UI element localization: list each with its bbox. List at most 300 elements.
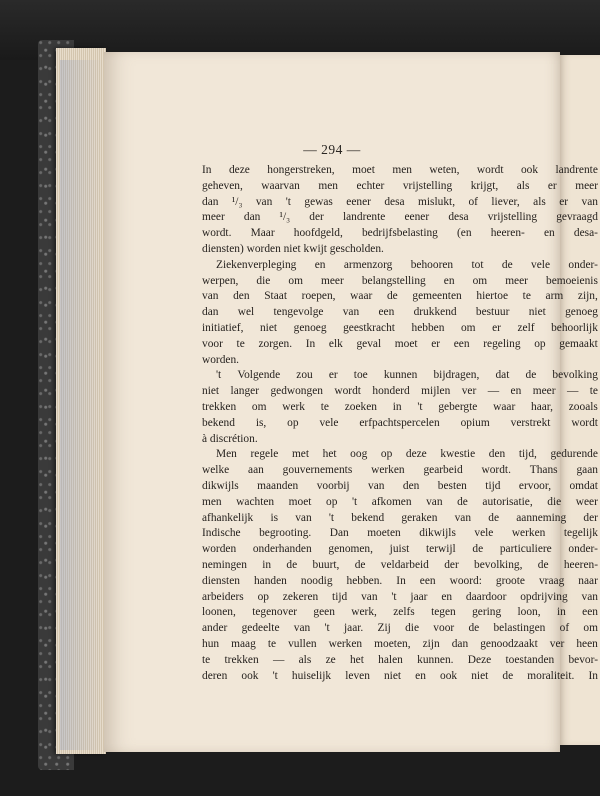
word: woord:: [449, 574, 482, 587]
word: vrijstelling: [402, 179, 453, 192]
word: jaar.: [343, 622, 364, 635]
text-line: [202, 447, 598, 463]
word: gedeelte: [241, 622, 280, 635]
text-line: [202, 416, 598, 432]
word: In: [202, 164, 212, 176]
word: haar,: [531, 400, 553, 413]
word: loonen,: [202, 606, 236, 619]
word: niet: [528, 306, 546, 319]
word: meer: [202, 211, 225, 224]
word: wachten: [236, 495, 275, 508]
text-line: [202, 368, 598, 384]
word: 't: [417, 400, 423, 413]
word: deze: [228, 164, 250, 176]
word: wordt.: [481, 464, 511, 477]
word: Deze: [467, 653, 492, 666]
word: genoeg: [565, 306, 598, 319]
text-line: [202, 210, 598, 226]
word: met: [291, 448, 310, 461]
text-line: [202, 195, 598, 211]
word: gemaakt: [559, 337, 598, 350]
word: te: [267, 637, 277, 650]
word: toestanden: [505, 653, 555, 666]
word: zekeren: [282, 590, 319, 603]
word: 't: [272, 669, 278, 682]
word: desa: [384, 195, 405, 208]
word: 't: [351, 495, 358, 508]
word: elk: [328, 337, 343, 350]
word: vullen: [288, 637, 317, 650]
word: arbeiders: [202, 590, 244, 603]
word: moeten: [367, 527, 401, 540]
word: de: [286, 558, 298, 571]
text-line: diensten) worden niet kwijt gescholden.: [202, 242, 384, 255]
word: buurt,: [312, 558, 340, 571]
text-line: [202, 479, 598, 495]
word: Thans: [529, 464, 558, 477]
word: den: [488, 448, 506, 461]
word: er: [547, 179, 557, 192]
word: te: [589, 385, 598, 398]
word: loon,: [517, 606, 541, 619]
word: moraliteit.: [527, 669, 575, 682]
word: Maar: [250, 227, 275, 240]
word: tegen: [431, 606, 456, 619]
text-line: [202, 226, 598, 242]
word: werpen,: [202, 274, 239, 287]
word: Indische: [202, 527, 241, 540]
word: —: [272, 653, 285, 666]
word: dikwijls: [419, 527, 456, 540]
word: ¹/₃: [279, 211, 291, 224]
word: bedrijfsbelasting: [361, 227, 438, 240]
word: gaan: [576, 464, 598, 477]
word: ver: [461, 385, 477, 398]
word: ervoor,: [518, 479, 552, 492]
word: kwestie: [440, 448, 476, 461]
word: kunnen: [383, 369, 418, 382]
word: 't: [216, 369, 222, 382]
word: armenzorg: [343, 258, 393, 271]
text-line: [202, 542, 598, 558]
word: tegelijk: [563, 527, 598, 540]
word: van: [454, 511, 472, 524]
word: huiselijk: [291, 669, 332, 682]
word: begrooting.: [259, 527, 312, 540]
text-line: [202, 258, 598, 274]
word: arm: [545, 290, 564, 303]
word: ook: [440, 669, 458, 682]
word: vele: [474, 527, 494, 540]
text-line: [202, 621, 598, 637]
word: niet: [202, 385, 220, 398]
word: mislukt,: [418, 195, 456, 208]
text-line: [202, 637, 598, 653]
word: jaar: [410, 590, 428, 603]
word: voor: [433, 622, 455, 635]
word: tijd: [332, 590, 348, 603]
word: ook: [241, 669, 259, 682]
word: tengevolge: [273, 306, 324, 319]
word: geestkracht: [343, 321, 395, 334]
word: gering: [472, 606, 502, 619]
word: zou: [296, 369, 313, 382]
word: regeling: [483, 337, 521, 350]
word: 't: [285, 195, 291, 208]
word: werken: [371, 464, 405, 477]
word: van: [426, 495, 443, 508]
word: op: [257, 590, 269, 603]
text-line: [202, 590, 598, 606]
word: drukkend: [413, 306, 457, 319]
word: in: [556, 606, 566, 619]
word: halen: [378, 653, 403, 666]
word: de: [525, 369, 537, 382]
word: afhankelijk: [202, 511, 254, 524]
word: opium: [460, 416, 490, 429]
word: diensten: [202, 574, 240, 587]
word: bevor-: [568, 653, 598, 666]
word: een: [419, 574, 436, 587]
word: heen: [576, 637, 598, 650]
word: leven: [345, 669, 370, 682]
word: van: [361, 590, 378, 603]
word: van: [581, 195, 598, 208]
word: trekken: [224, 653, 259, 666]
word: aanneming: [516, 511, 567, 524]
word: dan: [451, 637, 469, 650]
word: hebben.: [346, 574, 383, 587]
word: de: [501, 258, 513, 271]
word: van: [202, 290, 219, 303]
word: van: [342, 306, 360, 319]
word: of: [468, 195, 478, 208]
word: werken: [511, 527, 546, 540]
word: onder-: [568, 258, 598, 271]
word: waarvan: [261, 179, 300, 192]
word: heeren-: [490, 227, 525, 240]
word: dan: [202, 195, 219, 208]
word: afkomen: [371, 495, 412, 508]
text-line: [202, 574, 598, 590]
word: meer: [505, 274, 528, 287]
word: der: [444, 558, 459, 571]
word: behoorlijk: [551, 321, 598, 334]
word: in: [262, 558, 272, 571]
word: hebben: [411, 321, 445, 334]
text-line: [202, 289, 598, 305]
word: meer: [321, 274, 344, 287]
word: kunnen.: [417, 653, 454, 666]
word: gedurende: [550, 448, 598, 461]
word: dan: [243, 211, 261, 224]
word: te: [202, 653, 211, 666]
word: Volgende: [237, 369, 281, 382]
word: moet: [288, 495, 312, 508]
word: desa-: [573, 227, 598, 240]
word: (en: [457, 227, 472, 240]
word: werk: [282, 400, 305, 413]
word: onderhanden: [252, 543, 312, 556]
word: op: [380, 448, 393, 461]
word: ook: [520, 164, 539, 176]
word: krijgt,: [470, 179, 499, 192]
word: eener: [404, 211, 430, 224]
body-text: [202, 163, 598, 684]
word: gedwongen: [270, 385, 323, 398]
word: besten: [437, 479, 467, 492]
word: Staat: [264, 290, 287, 303]
word: langer: [230, 385, 259, 398]
word: dan: [202, 306, 219, 319]
word: vele: [319, 416, 339, 429]
word: er: [431, 337, 441, 350]
word: ander: [202, 622, 228, 635]
word: In: [396, 574, 406, 587]
word: men: [202, 495, 222, 508]
word: weer: [575, 495, 598, 508]
word: waar: [493, 400, 516, 413]
word: In: [588, 669, 598, 682]
word: hongerstreken,: [267, 164, 335, 176]
text-line: [202, 495, 598, 511]
word: mijlen: [421, 385, 451, 398]
word: wordt.: [202, 227, 232, 240]
word: deze: [405, 448, 427, 461]
word: 't: [324, 622, 330, 635]
word: om: [288, 274, 303, 287]
book-page: [104, 52, 598, 752]
word: om: [460, 321, 476, 334]
word: behooren: [410, 258, 454, 271]
text-line: [202, 305, 598, 321]
word: meer: [575, 179, 598, 192]
word: en: [314, 258, 326, 271]
text-line: à discrétion.: [202, 432, 258, 445]
word: bevolking: [552, 369, 598, 382]
word: van: [581, 590, 598, 603]
word: regele: [250, 448, 279, 461]
word: niet: [471, 669, 489, 682]
word: als: [533, 195, 546, 208]
word: deren: [202, 669, 228, 682]
word: en: [443, 274, 455, 287]
word: zijn,: [577, 290, 598, 303]
text-line: [202, 511, 598, 527]
word: handen: [253, 574, 287, 587]
word: het: [349, 653, 364, 666]
word: zijn: [422, 637, 440, 650]
word: hun: [202, 637, 220, 650]
word: genoeg: [293, 321, 327, 334]
word: juist: [389, 543, 410, 556]
word: de: [488, 511, 500, 524]
word: de: [354, 558, 366, 571]
word: in: [392, 400, 402, 413]
word: of: [559, 622, 570, 635]
word: de: [457, 495, 468, 508]
text-line: [202, 179, 598, 195]
word: bekend: [202, 416, 235, 429]
word: op: [287, 416, 299, 429]
word: 't: [391, 590, 397, 603]
word: opdrijving: [520, 590, 568, 603]
word: roepen,: [301, 290, 336, 303]
word: Ziekenverpleging: [216, 258, 297, 271]
word: wordt: [476, 164, 504, 176]
word: en: [544, 227, 555, 240]
word: gewas: [304, 195, 333, 208]
word: ze: [325, 653, 336, 666]
word: geen: [313, 606, 335, 619]
word: landrente: [342, 211, 386, 224]
word: welke: [202, 464, 230, 477]
word: bijdragen,: [433, 369, 480, 382]
word: erfpachtspercelen: [359, 416, 440, 429]
word: tijd: [485, 479, 501, 492]
word: de: [472, 543, 484, 556]
word: op: [326, 495, 338, 508]
word: zelfs: [393, 606, 415, 619]
word: men: [318, 179, 338, 192]
word: gearbeid: [423, 464, 463, 477]
word: zorgen.: [258, 337, 293, 350]
word: de: [468, 622, 480, 635]
word: —: [487, 385, 500, 398]
word: te: [236, 337, 245, 350]
text-line: [202, 653, 598, 669]
word: worden: [202, 543, 237, 556]
word: geraken: [401, 511, 438, 524]
text-line: [202, 605, 598, 621]
word: de: [502, 669, 514, 682]
word: naar: [578, 574, 598, 587]
word: 't: [328, 511, 335, 524]
word: zelf: [517, 321, 535, 334]
text-line: worden.: [202, 353, 240, 366]
word: van: [368, 479, 385, 492]
word: Men: [216, 448, 237, 461]
word: onder-: [568, 543, 598, 556]
word: vele: [531, 258, 551, 271]
text-line: [202, 337, 598, 353]
word: bestuur: [475, 306, 510, 319]
word: als: [516, 179, 530, 192]
word: vrijstelling: [487, 211, 538, 224]
word: het: [322, 448, 337, 461]
word: is,: [255, 416, 267, 429]
word: de: [386, 290, 398, 303]
word: vraag: [538, 574, 565, 587]
word: wordt: [334, 385, 361, 398]
word: Dan: [329, 527, 349, 540]
word: en: [441, 590, 453, 603]
word: genomen,: [328, 543, 373, 556]
word: om: [583, 622, 598, 635]
word: toe: [353, 369, 368, 382]
text-line: [202, 163, 598, 179]
word: die: [256, 274, 271, 287]
word: als: [298, 653, 312, 666]
word: en: [510, 385, 522, 398]
word: wordt: [571, 416, 598, 429]
word: den: [233, 290, 250, 303]
word: niet: [259, 321, 278, 334]
word: er: [492, 321, 501, 334]
word: een: [453, 337, 470, 350]
word: autorisatie,: [482, 495, 533, 508]
word: initiatief,: [202, 321, 244, 334]
word: er: [559, 195, 569, 208]
word: wel: [237, 306, 255, 319]
word: men: [392, 164, 412, 176]
word: van: [293, 622, 311, 635]
word: en: [415, 669, 426, 682]
word: er: [328, 369, 338, 382]
word: den: [402, 479, 420, 492]
word: veldarbeid: [380, 558, 429, 571]
word: In: [305, 337, 316, 350]
text-line: [202, 274, 598, 290]
word: verstrekt: [510, 416, 551, 429]
page-number: — 294 —: [303, 142, 361, 157]
word: zooals: [568, 400, 598, 413]
word: eener: [346, 195, 371, 208]
word: daardoor: [465, 590, 507, 603]
word: oog: [350, 448, 368, 461]
word: omdat: [569, 479, 598, 492]
word: nemingen: [202, 558, 247, 571]
word: gevraagd: [556, 211, 598, 224]
word: ver: [549, 637, 565, 650]
word: ¹/₃: [231, 195, 243, 208]
text-line: [202, 400, 598, 416]
word: de: [537, 558, 549, 571]
word: dikwijls: [202, 479, 239, 492]
word: die: [405, 622, 420, 635]
word: bemoeienis: [546, 274, 598, 287]
word: der: [583, 511, 598, 524]
word: moet: [352, 164, 375, 176]
word: van: [255, 195, 273, 208]
word: honderd: [372, 385, 410, 398]
word: bekend: [351, 511, 385, 524]
word: voorbij: [316, 479, 350, 492]
word: hoofdgeld,: [293, 227, 343, 240]
word: van: [295, 511, 312, 524]
word: Zij: [377, 622, 391, 635]
word: op: [534, 337, 546, 350]
word: aan: [248, 464, 264, 477]
word: liever,: [491, 195, 520, 208]
word: is: [270, 511, 279, 524]
word: tegenover: [252, 606, 298, 619]
word: heeren-: [563, 558, 598, 571]
word: maag: [231, 637, 256, 650]
word: een: [378, 306, 395, 319]
word: desa: [448, 211, 469, 224]
text-line: [202, 384, 598, 400]
word: te: [522, 290, 531, 303]
word: belangstelling: [361, 274, 426, 287]
word: particuliere: [499, 543, 552, 556]
word: weten,: [429, 164, 460, 176]
word: te: [320, 400, 329, 413]
word: een: [582, 606, 598, 619]
word: belastingen: [493, 622, 546, 635]
word: gebergte: [438, 400, 478, 413]
word: niet: [383, 669, 402, 682]
